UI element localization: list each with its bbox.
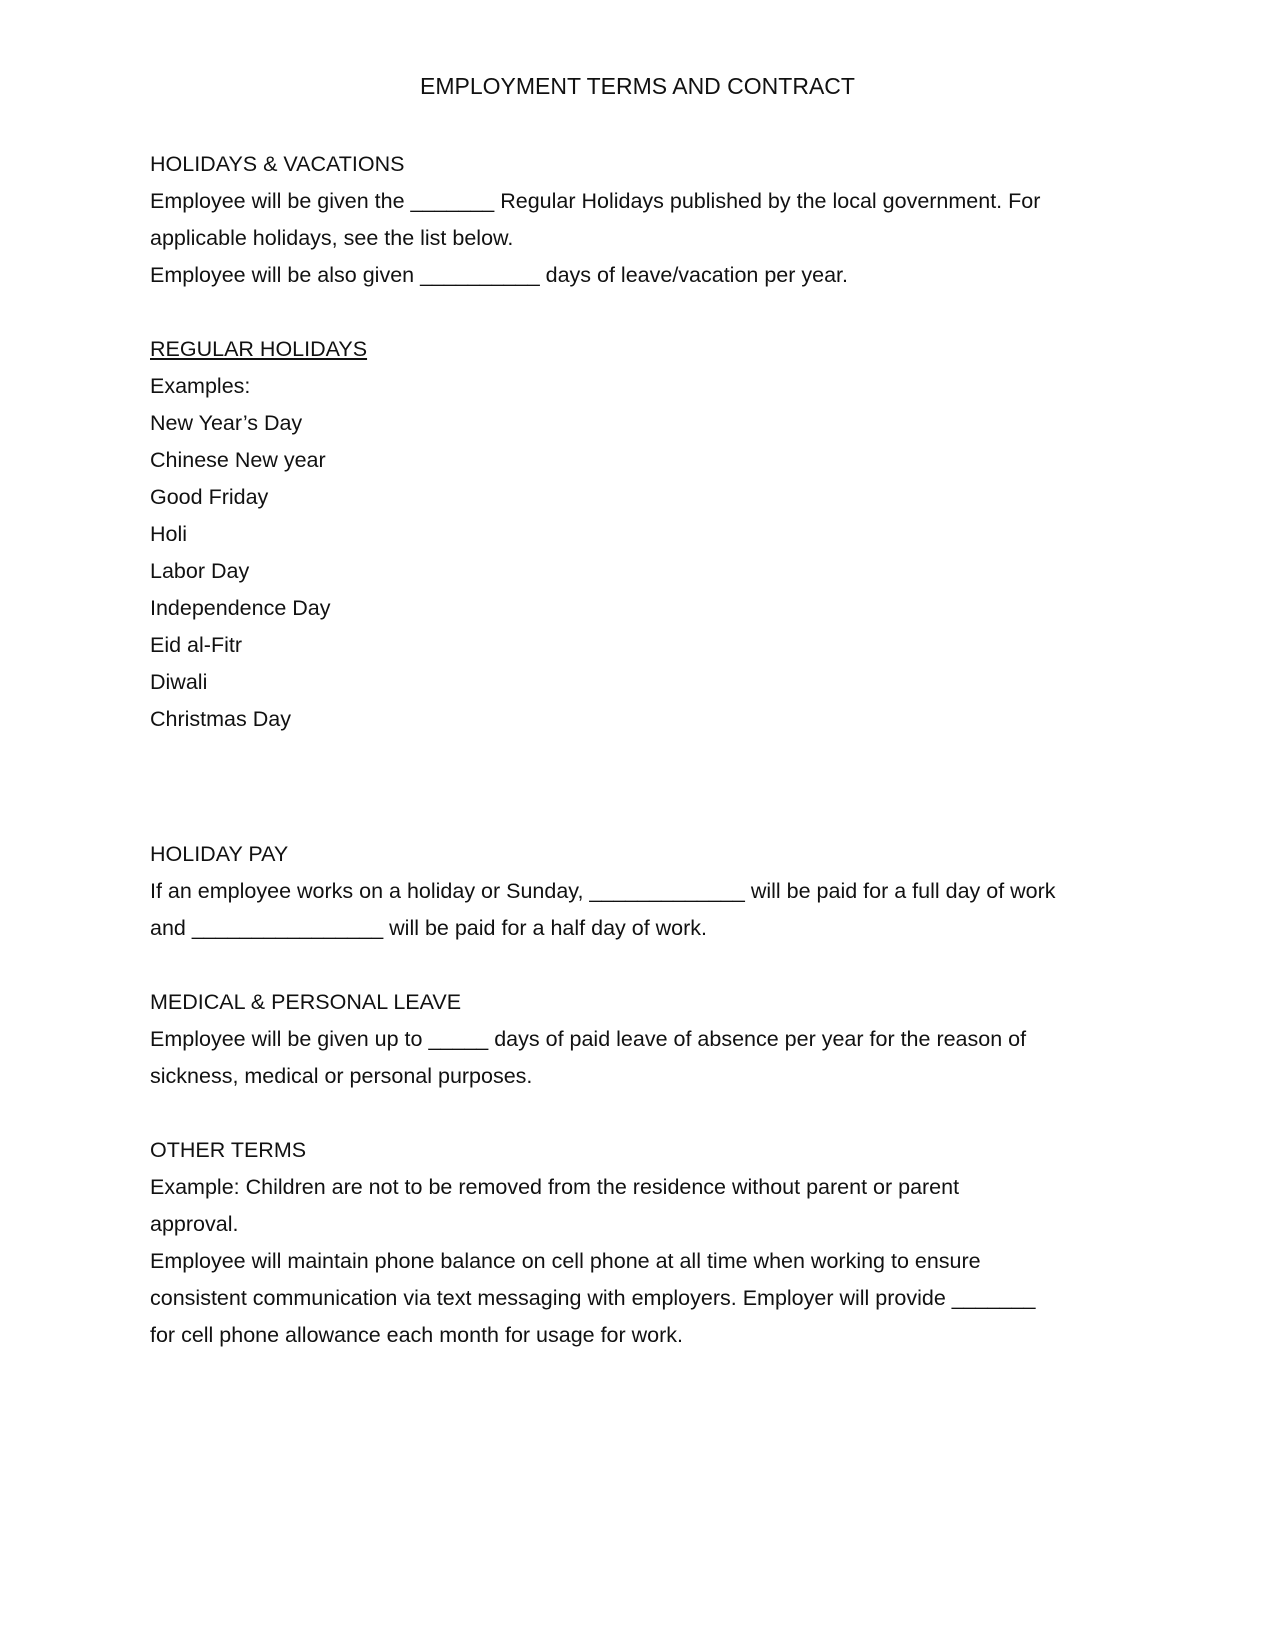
paragraph-line: Example: Children are not to be removed from the residence without parent or parent [150,1175,960,1199]
paragraph-line: applicable holidays, see the list below. [150,226,514,250]
holiday-list-item: Labor Day [150,559,250,583]
holiday-list-item: Independence Day [150,596,331,620]
section-holiday-pay [150,836,1130,947]
holiday-list-item: Holi [150,522,188,546]
spacer [150,1095,1130,1132]
document-title: EMPLOYMENT TERMS AND CONTRACT [420,73,855,99]
holiday-list-item: Chinese New year [150,448,326,472]
holiday-list-item: New Year’s Day [150,411,303,435]
paragraph-line: Employee will be given up to _____ days of paid leave of absence per year for the reason of [150,1027,1027,1051]
document-body [150,146,1130,1354]
section-regular-holidays [150,331,1130,738]
holiday-list-item: Eid al-Fitr [150,633,242,657]
paragraph-line: sickness, medical or personal purposes. [150,1064,533,1088]
section-holidays-vacations [150,146,1130,294]
section-heading: MEDICAL & PERSONAL LEAVE [150,990,462,1014]
section-medical-leave [150,984,1130,1095]
section-heading: REGULAR HOLIDAYS [150,337,368,361]
holiday-list-item: Diwali [150,670,208,694]
section-other-terms [150,1132,1130,1354]
paragraph-line: and ________________ will be paid for a half day of work. [150,916,708,940]
spacer [150,947,1130,984]
paragraph-line: Employee will be also given __________ days of leave/vacation per year. [150,263,849,287]
spacer [150,294,1130,331]
holiday-list-item: Christmas Day [150,707,291,731]
paragraph-line: If an employee works on a holiday or Sunday, _____________ will be paid for a full day of work [150,879,1056,903]
section-heading: HOLIDAYS & VACATIONS [150,152,405,176]
paragraph-line: for cell phone allowance each month for usage for work. [150,1323,684,1347]
spacer [150,738,1130,836]
paragraph-line: Employee will maintain phone balance on cell phone at all time when working to ensure [150,1249,981,1273]
paragraph-line: consistent communication via text messaging with employers. Employer will provide _______ [150,1286,1036,1310]
paragraph-line: Employee will be given the _______ Regular Holidays published by the local government. For [150,189,1041,213]
examples-label: Examples: [150,374,251,398]
holiday-list-item: Good Friday [150,485,269,509]
paragraph-line: approval. [150,1212,239,1236]
section-heading: HOLIDAY PAY [150,842,289,866]
section-heading: OTHER TERMS [150,1138,307,1162]
